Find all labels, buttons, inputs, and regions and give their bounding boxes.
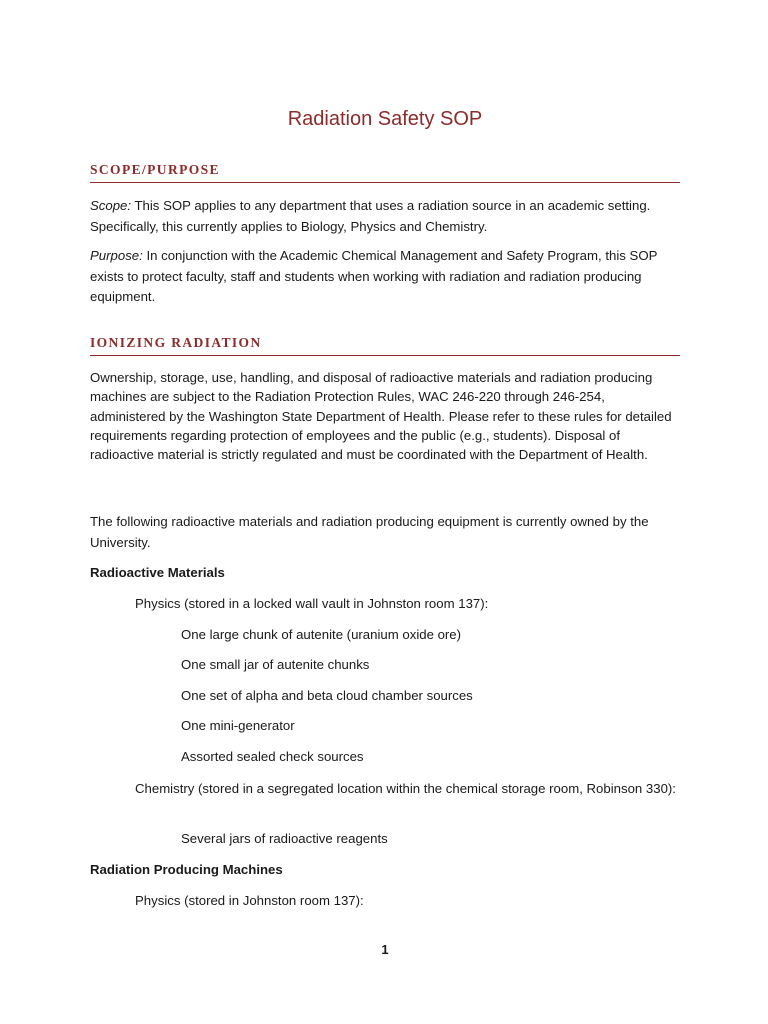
chemistry-storage-label: Chemistry (stored in a segregated location within the chemical storage room, Robinson 330): [135,781,676,796]
list-item: One set of alpha and beta cloud chamber sources [181,688,473,703]
purpose-paragraph [90,246,680,308]
scope-paragraph [90,196,680,237]
purpose-text: In conjunction with the Academic Chemical Management and Safety Program, this SOP exists to protect faculty, staff and students when working with radiation and radiation producing equipment. [90,248,658,304]
scope-label: Scope: [90,198,132,213]
scope-text: This SOP applies to any department that uses a radiation source in an academic setting. Specifically, this currently applies to Biology, Physics and Chemistry. [90,198,651,234]
document-title: Radiation Safety SOP [287,108,483,130]
list-item: Several jars of radioactive reagents [181,831,388,846]
list-item: One small jar of autenite chunks [181,657,370,672]
list-item: Assorted sealed check sources [181,749,364,764]
machines-physics-storage-label: Physics (stored in Johnston room 137): [135,893,364,908]
list-item: One large chunk of autenite (uranium oxide ore) [181,627,462,642]
purpose-label: Purpose: [90,248,143,263]
radioactive-materials-heading: Radioactive Materials [90,565,225,580]
ownership-paragraph: The following radioactive materials and radiation producing equipment is currently owned by the University. [90,514,649,550]
page-number: 1 [381,942,389,957]
ionizing-paragraph: Ownership, storage, use, handling, and disposal of radioactive materials and radiation producing machines are subject to the Radiation Protection Rules, WAC 246-220 through 246-254, administered by the Washington State Department of Health. Please refer to these rules for detailed requirements regarding protection of employees and the public (e.g., students). Disposal of radioactive material is strictly regulated and must be coordinated with the Department of Health. [90,370,672,463]
section-heading-scope-purpose: SCOPE/PURPOSE [90,162,680,183]
radiation-machines-heading: Radiation Producing Machines [90,862,283,877]
section-heading-ionizing-radiation: IONIZING RADIATION [90,335,680,356]
list-item: One mini-generator [181,718,295,733]
physics-storage-label: Physics (stored in a locked wall vault in Johnston room 137): [135,596,489,611]
